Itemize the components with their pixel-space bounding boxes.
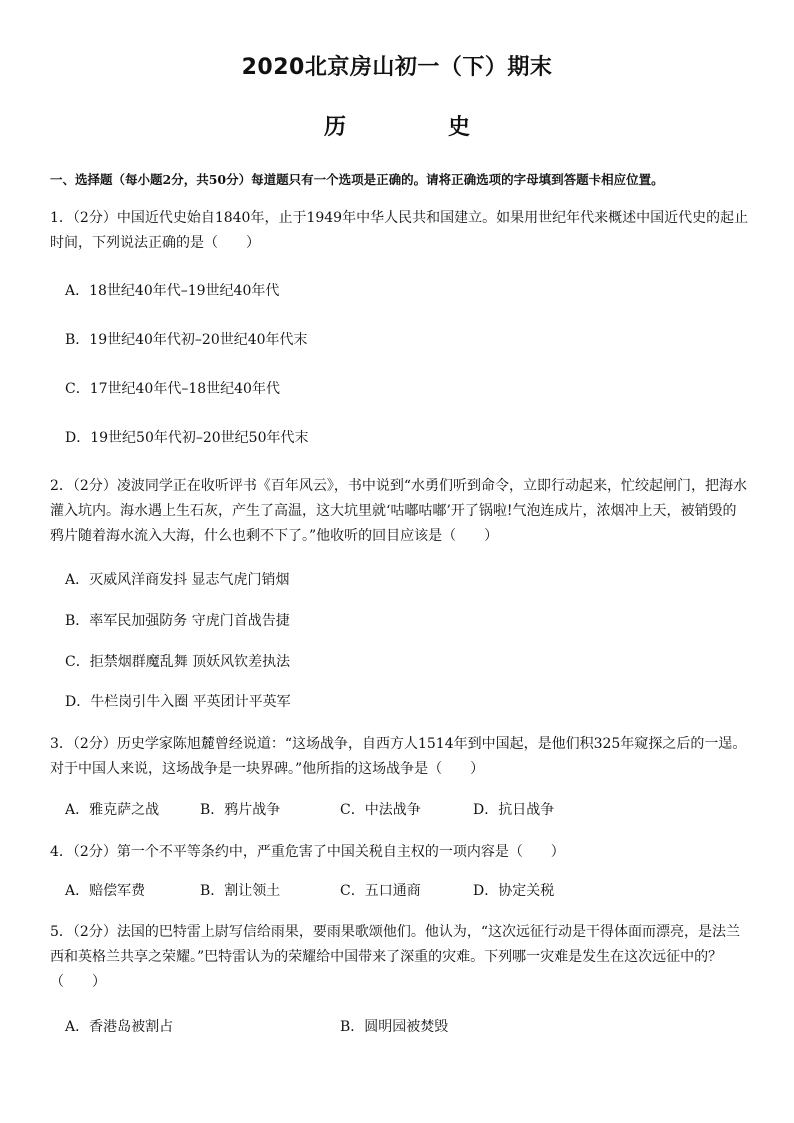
question-1-option-b: B．19世纪40年代初–20世纪40年代末: [65, 332, 308, 348]
question-2-option-c: C．拒禁烟群魔乱舞 顶妖风钦差执法: [65, 654, 291, 670]
question-1-option-c: C．17世纪40年代–18世纪40年代: [65, 381, 280, 397]
subject-heading: 历 史: [323, 115, 510, 140]
question-4-option-c: C．五口通商: [340, 883, 421, 899]
question-3-stem: 3．（2分）历史学家陈旭麓曾经说道：“这场战争，自西方人1514年到中国起，是他们积325年窥探之后的一逞。对于中国人来说，这场战争是一块界碑。”他所指的这场战争是（ ）: [50, 736, 747, 777]
question-2-option-a: A．灭威风洋商发抖 显志气虎门销烟: [65, 572, 290, 588]
question-3-option-d: D．抗日战争: [473, 802, 555, 818]
question-5-stem: 5．（2分）法国的巴特雷上尉写信给雨果，要雨果歌颂他们。他认为，“这次远征行动是干得体面而漂亮，是法兰西和英格兰共享之荣耀。”巴特雷认为的荣耀给中国带来了深重的灾难。下列哪一灾难是发生在这次远征中的？（ ）: [50, 924, 740, 990]
question-3-option-b: B．鸦片战争: [200, 802, 281, 818]
question-4-option-d: D．协定关税: [473, 883, 555, 899]
question-1-stem: 1．（2分）中国近代史始自1840年，止于1949年中华人民共和国建立。如果用世纪年代来概述中国近代史的起止时间，下列说法正确的是（ ）: [50, 210, 749, 251]
question-5-option-a: A．香港岛被割占: [65, 1019, 174, 1035]
question-3-option-a: A．雅克萨之战: [65, 802, 160, 818]
question-5-option-b: B．圆明园被焚毁: [340, 1019, 449, 1035]
question-1-option-d: D．19世纪50年代初–20世纪50年代末: [65, 430, 309, 446]
question-4-stem: 4．（2分）第一个不平等条约中，严重危害了中国关税自主权的一项内容是（ ）: [50, 844, 565, 860]
question-4-option-a: A．赔偿军费: [65, 883, 146, 899]
question-3-option-c: C．中法战争: [340, 802, 421, 818]
section-heading: 一、选择题（每小题2分，共50分）每道题只有一个选项是正确的。请将正确选项的字母填到答题卡相应位置。: [50, 172, 664, 187]
question-2-stem: 2．（2分）凌波同学正在收听评书《百年风云》，书中说到“水勇们听到命令，立即行动起来，忙绞起闸门，把海水灌入坑内。海水遇上生石灰，产生了高温，这大坑里就‘咕嘟咕嘟’开了锅啦!气泡连成片，浓烟冲上天，被销毁的鸦片随着海水流入大海，什么也剩不下了。”他收听的回目应该是（ ）: [50, 478, 747, 544]
page-title: 2020北京房山初一（下）期末: [241, 55, 553, 80]
question-2-option-b: B．率军民加强防务 守虎门首战告捷: [65, 613, 290, 629]
question-1-option-a: A．18世纪40年代–19世纪40年代: [65, 283, 280, 299]
question-4-option-b: B．割让领土: [200, 883, 281, 899]
question-2-option-d: D．牛栏岗引牛入圈 平英团计平英军: [65, 694, 291, 710]
